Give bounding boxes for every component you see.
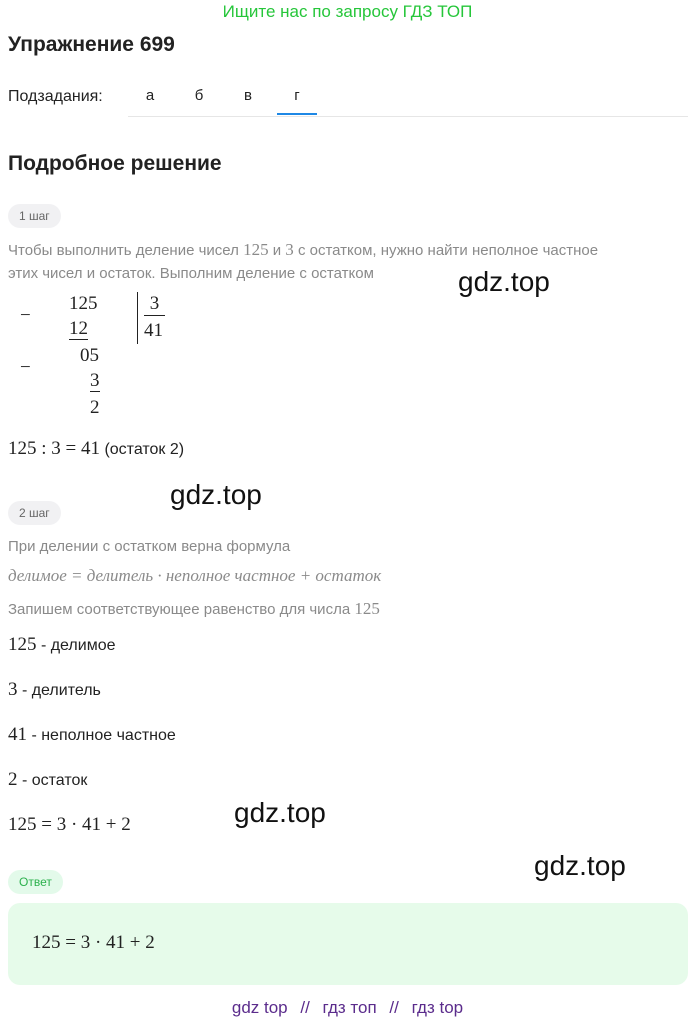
step2-equation: 125 = 3 · 41 + 2 (8, 814, 131, 835)
page-title: Упражнение 699 (8, 33, 175, 56)
footer-separator: // (300, 998, 310, 1017)
subtasks-label: Подзадания: (8, 88, 103, 105)
answer-badge: Ответ (8, 870, 63, 894)
answer-equation: 125 = 3 · 41 + 2 (32, 932, 155, 953)
footer-link-gdz-top-mixed[interactable]: гдз top (411, 998, 464, 1017)
tab-v[interactable]: в (244, 87, 252, 104)
division-bar (137, 292, 138, 344)
item-quotient: 41 - неполное частное (8, 724, 176, 745)
step1-result: 125 : 3 = 41 (остаток 2) (8, 438, 185, 459)
quotient: 41 (144, 320, 163, 341)
solution-title: Подробное решение (8, 152, 222, 175)
step2-intro: При делении с остатком верна формула (8, 538, 291, 555)
minus-sign-2: − (20, 357, 31, 378)
watermark: gdz.top (170, 479, 262, 510)
final-remainder: 2 (90, 397, 100, 418)
general-formula: делимое = делитель · неполное частное + остаток (8, 566, 382, 585)
step2-text: Запишем соответствующее равенство для числа 125 (8, 599, 380, 618)
item-remainder: 2 - остаток (8, 769, 88, 790)
tab-b[interactable]: б (194, 87, 204, 104)
footer-links (0, 998, 695, 1018)
item-divisor: 3 - делитель (8, 679, 101, 700)
item-dividend: 125 - делимое (8, 634, 116, 655)
long-division (0, 290, 200, 420)
divisor: 3 (144, 293, 165, 316)
footer-separator: // (389, 998, 399, 1017)
tab-a[interactable]: а (145, 87, 155, 104)
answer-box (8, 903, 688, 985)
step1-text: Чтобы выполнить деление чисел 125 и 3 с остатком, нужно найти неполное частное этих чисел и остаток. Выполним деление с остатком (8, 240, 599, 282)
step2-badge: 2 шаг (8, 501, 61, 525)
footer-link-gdz-top[interactable]: gdz top (231, 998, 288, 1017)
step1-badge: 1 шаг (8, 204, 61, 228)
subtrahend-2: 3 (90, 370, 100, 391)
tab-g[interactable]: г (277, 80, 317, 115)
subtrahend-1: 12 (69, 318, 88, 339)
partial-remainder: 05 (80, 345, 99, 366)
minus-sign-1: − (20, 305, 31, 326)
dividend: 125 (69, 293, 98, 314)
footer-link-gdz-top-ru[interactable]: гдз топ (322, 998, 377, 1017)
promo-banner: Ищите нас по запросу ГДЗ ТОП (222, 2, 473, 21)
watermark: gdz.top (534, 850, 626, 881)
subtasks-tabs (128, 80, 688, 117)
watermark: gdz.top (234, 797, 326, 828)
watermark: gdz.top (458, 266, 550, 297)
